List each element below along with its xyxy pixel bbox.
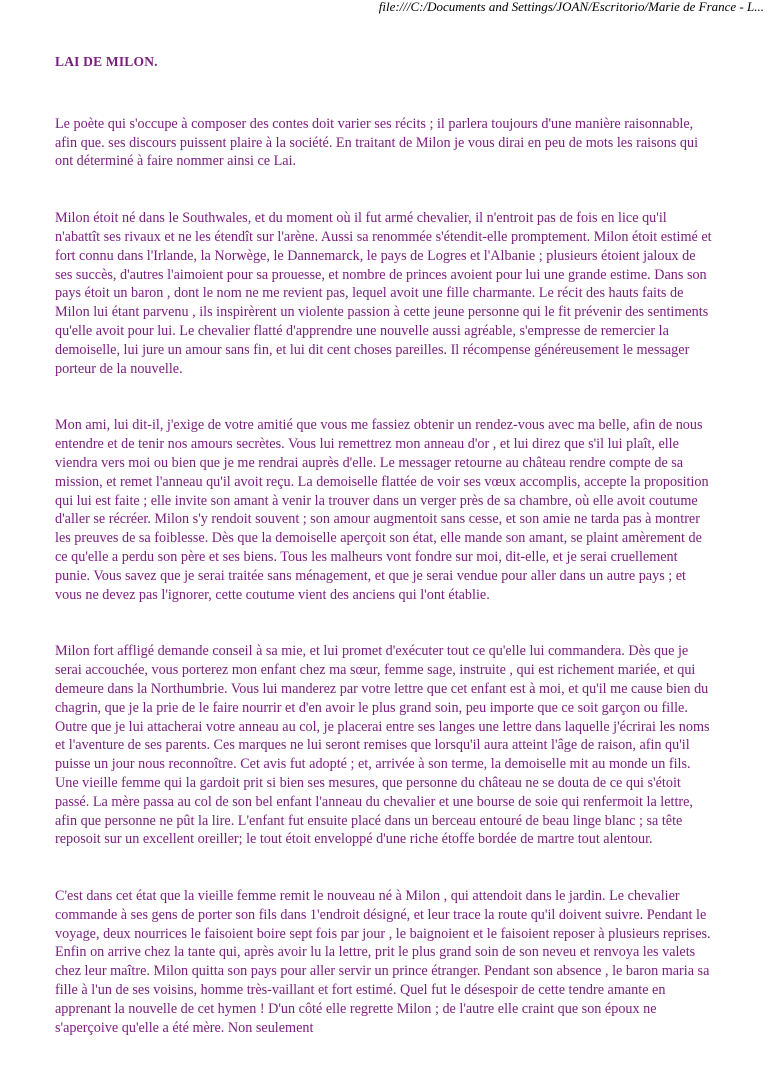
paragraph: Le poète qui s'occupe à composer des contes doit varier ses récits ; il parlera toujours d'une manière raisonnable, afin que. ses discours puissent plaire à la société. En traitant de Milon je vous dirai en peu de mots les raisons qui ont déterminé à faire nommer ainsi ce Lai. — [55, 115, 699, 170]
header-url: file:///C:/Documents and Settings/JOAN/Escritorio/Marie de France - L... — [378, 0, 764, 14]
paragraph: Milon étoit né dans le Southwales, et du moment où il fut armé chevalier, il n'entroit pas de fois en lice qu'il n'abattît ses rivaux et ne les étendît sur l'arène. Aussi sa renommée s'étendit-elle promptement. Milon étoit estimé et fort connu dans l'Irlande, la Norwège, le Dannemarck, le pays de Logres et l'Albanie ; plusieurs étoient jaloux de ses succès, d'autres l'aimoient pour sa prouesse, et nombre de princes avoient pour lui une grande estime. Dans son pays étoit un baron , dont le nom ne me revient pas, lequel avoit une fille charmante. Le récit des hauts faits de Milon lui étant parvenu , ils inspirèrent un violente passion à cette jeune personne qui le fit prévenir des sentiments qu'elle avoit pour lui. Le chevalier flatté d'apprendre une nouvelle aussi agréable, s'empresse de remercier la demoiselle, lui jure un amour sans fin, et lui dit cent choses pareilles. Il récompense généreusement le messager porteur de la nouvelle. — [55, 210, 712, 377]
paragraph: Milon fort affligé demande conseil à sa mie, et lui promet d'exécuter tout ce qu'elle lui commandera. Dès que je serai accouchée, vous porterez mon enfant chez ma sœur, femme sage, instruite , qui est richement mariée, et qui demeure dans la Northumbrie. Vous lui manderez par votre lettre que cet enfant est à moi, et qu'il me cause bien du chagrin, que je la prie de le faire nourrir et d'en avoir le plus grand soin, peu importe que ce soit garçon ou fille. Outre que je lui attacherai votre anneau au col, je placerai entre ses langes une lettre dans laquelle j'écrirai les noms et l'aventure de ses parents. Ces marques ne lui seront remises que lorsqu'il aura atteint l'âge de raison, afin qu'il puisse un jour nous reconnoître. Cet avis fut adopté ; et, arrivée à son terme, la demoiselle mit au monde un fils. Une vieille femme qui la gardoit prit si bien ses mesures, que personne du château ne se douta de ce qui s'étoit passé. La mère passa au col de son bel enfant l'anneau du chevalier et une bourse de soie qui renfermoit la lettre, afin que personne ne pût la lire. L'enfant fut ensuite placé dans un berceau entouré de beau linge blanc ; sa tête reposoit sur un excellent oreiller; le tout étoit enveloppé d'une riche étoffe bordée de martre tout alentour. — [55, 643, 710, 848]
document-body — [55, 53, 715, 1075]
document-title: LAI DE MILON. — [55, 54, 158, 69]
paragraph: C'est dans cet état que la vieille femme remit le nouveau né à Milon , qui attendoit dans le jardin. Le chevalier commande à ses gens de porter son fils dans 1'endroit désigné, et leur trace la route qu'il doivent suivre. Pendant le voyage, deux nourrices le faisoient boire sept fois par jour , le baignoient et le faisoient reposer à plusieurs reprises. Enfin on arrive chez la tante qui, après avoir lu la lettre, prit le plus grand soin de son neveu et renvoya les valets chez leur maître. Milon quitta son pays pour aller servir un prince étranger. Pendant son absence , le baron maria sa fille à l'un de ses voisins, homme très-vaillant et fort estimé. Quel fut le désespoir de cette tendre amante en apprenant la nouvelle de cet hymen ! D'un côté elle regrette Milon ; de l'autre elle craint que son époux ne s'aperçoive qu'elle a été mère. Non seulement — [55, 888, 711, 1036]
paragraph: Mon ami, lui dit-il, j'exige de votre amitié que vous me fassiez obtenir un rendez-vous avec ma belle, afin de nous entendre et de tenir nos amours secrètes. Vous lui remettrez mon anneau d'or , et lui direz que s'il lui plaît, elle viendra vers moi ou bien que je me rendrai auprès d'elle. Le messager retourne au château rendre compte de sa mission, et remet l'anneau qu'il avoit reçu. La demoiselle flattée de voir ses vœux accomplis, accepte la proposition qui lui est faite ; elle invite son amant à venir la trouver dans un verger près de sa chambre, où elle avoit coutume d'aller se récréer. Milon s'y rendoit souvent ; son amour augmentoit sans cesse, et son amie ne tarda pas à montrer les preuves de sa foiblesse. Dès que la demoiselle aperçoit son état, elle mande son amant, se plaint amèrement de ce qu'elle a perdu son père et ses biens. Tous les malheurs vont fondre sur moi, dit-elle, et je serai cruellement punie. Vous savez que je serai traitée sans ménagement, et que je serai vendue pour aller dans un autre pays ; et vous ne devez pas l'ignorer, cette coutume vient des anciens qui l'ont établie. — [55, 417, 709, 603]
